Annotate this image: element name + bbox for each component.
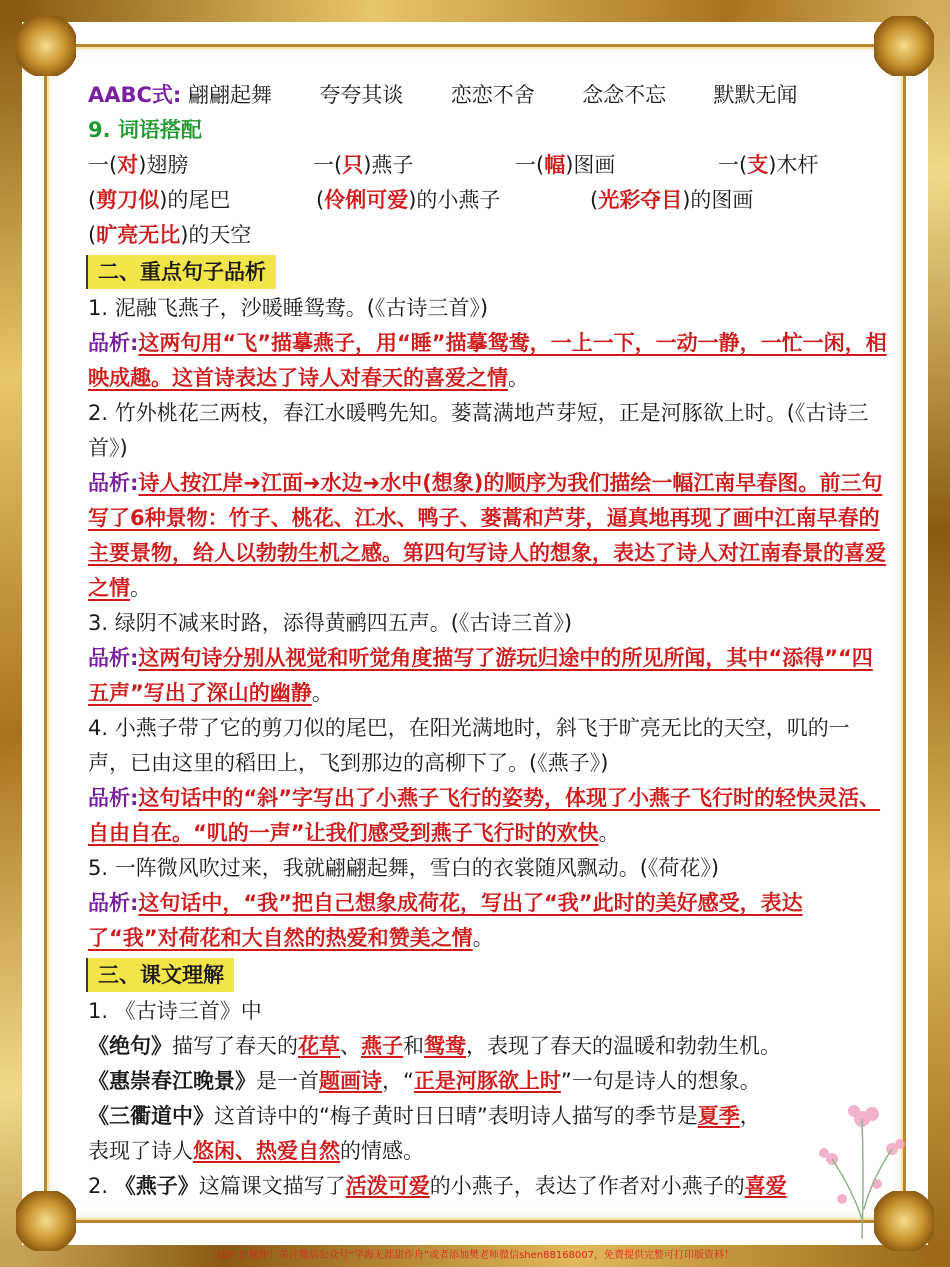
analysis-text: 诗人按江岸➜江面➜水边➜水中(想象)的顺序为我们描绘一幅江南早春图。前三句写了6种景物：竹子、桃花、江水、鸭子、蒌蒿和芦芽，逼真地再现了画中江南早春的主要景物，给人以勃勃生机之感。第四句写诗人的想象，表达了诗人对江南春景的喜爱之情 xyxy=(88,471,886,600)
sentence-text: 3. 绿阴不减来时路，添得黄鹂四五声。(《古诗三首》) xyxy=(88,611,573,635)
collocation-item: 一(幅)图画 xyxy=(515,153,616,177)
understanding-line: 《绝句》描写了春天的花草、燕子和鸳鸯，表现了春天的温暖和勃勃生机。 xyxy=(88,1034,781,1058)
analysis-label: 品析: xyxy=(88,331,139,355)
sentence-item-1 xyxy=(88,291,888,396)
aabc-item: 恋恋不舍 xyxy=(450,83,535,107)
sentence-item-2 xyxy=(88,396,888,606)
collocation-item: (光彩夺目)的图画 xyxy=(590,188,754,212)
collocation-item: 一(支)木杆 xyxy=(718,153,819,177)
analysis-text: 这两句诗分别从视觉和听觉角度描写了游玩归途中的所见所闻，其中“添得”“四五声”写出了深山的幽静 xyxy=(88,646,873,705)
section-9-title: 9. 词语搭配 xyxy=(88,118,202,142)
analysis-block: 品析:这两句诗分别从视觉和听觉角度描写了游玩归途中的所见所闻，其中“添得”“四五声”写出了深山的幽静。 xyxy=(88,646,873,705)
collocation-item: (伶俐可爱)的小燕子 xyxy=(316,188,501,212)
section-2-heading-row xyxy=(88,253,888,291)
frame-corner-ornament xyxy=(874,16,934,76)
document-body xyxy=(88,78,888,1204)
analysis-text: 这句话中的“斜”字写出了小燕子飞行的姿势，体现了小燕子飞行时的轻快灵活、自由自在。“叽的一声”让我们感受到燕子飞行时的欢快 xyxy=(88,786,881,845)
collocation-item: 一(只)燕子 xyxy=(313,153,414,177)
analysis-block: 品析:这两句用“飞”描摹燕子，用“睡”描摹鸳鸯，一上一下，一动一静，一忙一闲，相映成趣。这首诗表达了诗人对春天的喜爱之情。 xyxy=(88,331,887,390)
frame-corner-ornament xyxy=(16,1191,76,1251)
analysis-block: 品析:诗人按江岸➜江面➜水边➜水中(想象)的顺序为我们描绘一幅江南早春图。前三句写了6种景物：竹子、桃花、江水、鸭子、蒌蒿和芦芽，逼真地再现了画中江南早春的主要景物，给人以勃勃生机之感。第四句写诗人的想象，表达了诗人对江南春景的喜爱之情。 xyxy=(88,471,886,600)
understanding-line: 《三衢道中》这首诗中的“梅子黄时日日晴”表明诗人描写的季节是夏季， xyxy=(88,1104,761,1128)
sentence-text: 1. 泥融飞燕子，沙暖睡鸳鸯。(《古诗三首》) xyxy=(88,296,489,320)
aabc-item: 念念不忘 xyxy=(582,83,667,107)
aabc-row xyxy=(88,78,888,113)
frame-corner-ornament xyxy=(16,16,76,76)
understanding-line: 表现了诗人悠闲、热爱自然的情感。 xyxy=(88,1139,424,1163)
sentence-item-4 xyxy=(88,711,888,851)
collocation-item: (剪刀似)的尾巴 xyxy=(88,188,231,212)
sentence-item-3 xyxy=(88,606,888,711)
section-2-heading: 二、重点句子品析 xyxy=(88,255,276,289)
collocation-row-2 xyxy=(88,183,888,218)
sentence-text: 2. 竹外桃花三两枝，春江水暖鸭先知。蒌蒿满地芦芽短，正是河豚欲上时。(《古诗三首》) xyxy=(88,401,869,460)
analysis-text: 这两句用“飞”描摹燕子，用“睡”描摹鸳鸯，一上一下，一动一静，一忙一闲，相映成趣。这首诗表达了诗人对春天的喜爱之情 xyxy=(88,331,887,390)
analysis-label: 品析: xyxy=(88,891,139,915)
analysis-block: 品析:这句话中，“我”把自己想象成荷花，写出了“我”此时的美好感受，表达了“我”对荷花和大自然的热爱和赞美之情。 xyxy=(88,891,803,950)
collocation-item: 一(对)翅膀 xyxy=(88,153,189,177)
analysis-label: 品析: xyxy=(88,786,139,810)
understanding-item-1-title: 1. 《古诗三首》中 xyxy=(88,999,262,1023)
aabc-item: 翩翩起舞 xyxy=(188,83,273,107)
aabc-item: 默默无闻 xyxy=(713,83,798,107)
collocation-row-3 xyxy=(88,218,888,253)
section-3-heading: 三、课文理解 xyxy=(88,958,234,992)
analysis-label: 品析: xyxy=(88,646,139,670)
sentence-text: 4. 小燕子带了它的剪刀似的尾巴，在阳光满地时，斜飞于旷亮无比的天空，叽的一声，已由这里的稻田上，飞到那边的高柳下了。(《燕子》) xyxy=(88,716,850,775)
aabc-item: 夸夸其谈 xyxy=(319,83,404,107)
sentence-text: 5. 一阵微风吹过来，我就翩翩起舞，雪白的衣裳随风飘动。(《荷花》) xyxy=(88,856,720,880)
collocation-item: (旷亮无比)的天空 xyxy=(88,223,252,247)
sentence-item-5 xyxy=(88,851,888,956)
understanding-line: 《惠崇春江晚景》是一首题画诗，“正是河豚欲上时”一句是诗人的想象。 xyxy=(88,1069,761,1093)
section-3-heading-row xyxy=(88,956,888,994)
analysis-block: 品析:这句话中的“斜”字写出了小燕子飞行的姿势，体现了小燕子飞行时的轻快灵活、自由自在。“叽的一声”让我们感受到燕子飞行时的欢快。 xyxy=(88,786,881,845)
understanding-item-2: 2. 《燕子》这篇课文描写了活泼可爱的小燕子，表达了作者对小燕子的喜爱 xyxy=(88,1174,787,1198)
analysis-label: 品析: xyxy=(88,471,139,495)
footer-notice: 10秒钟操作！关注微信公众号“学海无涯甜作舟”或者添加樊老师微信shen88168007，免费提供完整可打印版资料！ xyxy=(215,1250,735,1261)
collocation-row-1 xyxy=(88,148,888,183)
analysis-text: 这句话中，“我”把自己想象成荷花，写出了“我”此时的美好感受，表达了“我”对荷花和大自然的热爱和赞美之情 xyxy=(88,891,803,950)
aabc-label: AABC式: xyxy=(88,83,182,107)
